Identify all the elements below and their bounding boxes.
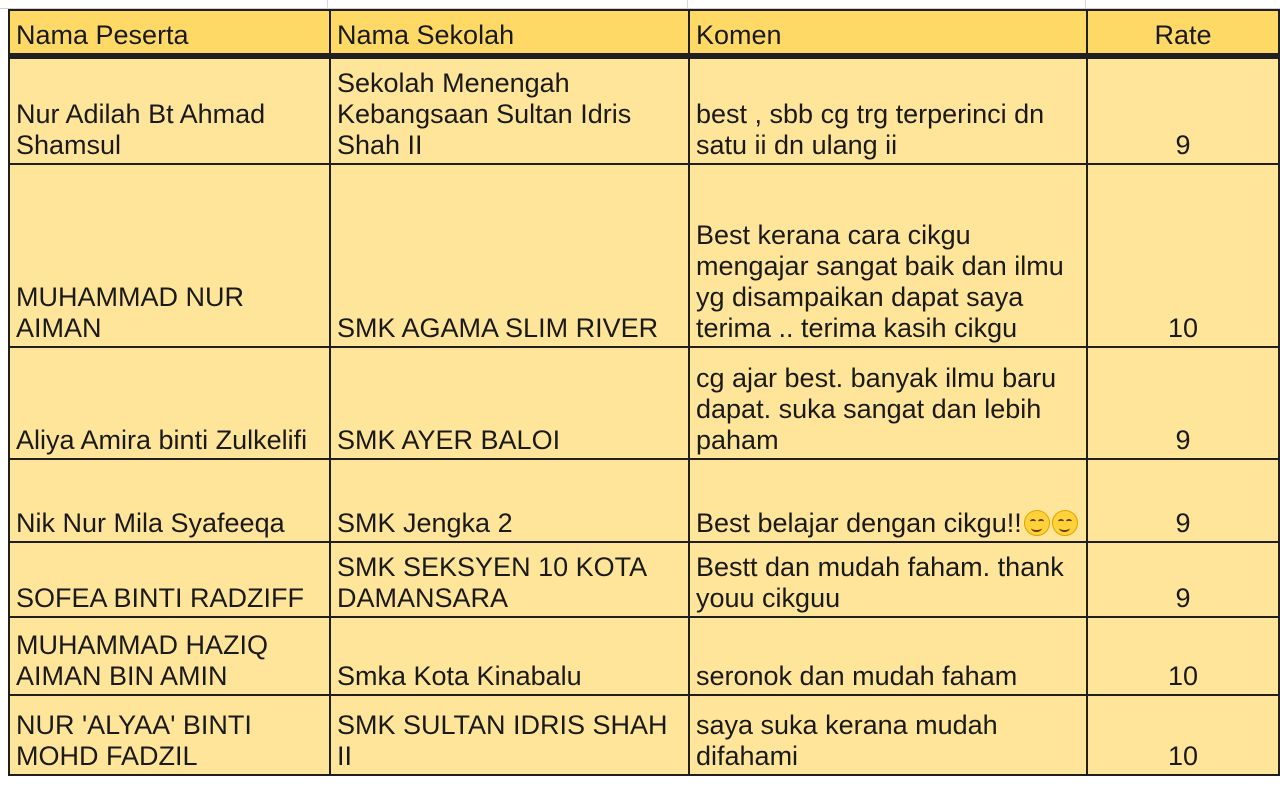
cell-name[interactable]: Nur Adilah Bt Ahmad Shamsul — [9, 56, 330, 164]
cell-name[interactable]: MUHAMMAD NUR AIMAN — [9, 164, 330, 347]
column-divider — [327, 0, 328, 8]
cell-comment[interactable]: saya suka kerana mudah difahami — [689, 695, 1087, 775]
cell-school[interactable]: SMK AGAMA SLIM RIVER — [330, 164, 689, 347]
feedback-table — [8, 9, 1280, 776]
cell-rate[interactable]: 10 — [1087, 695, 1279, 775]
table-row — [9, 695, 1279, 775]
cell-school[interactable]: Sekolah Menengah Kebangsaan Sultan Idris Shah II — [330, 56, 689, 164]
cell-rate[interactable]: 10 — [1087, 617, 1279, 695]
cell-rate[interactable]: 9 — [1087, 56, 1279, 164]
header-nama-peserta[interactable]: Nama Peserta — [9, 10, 330, 56]
smiling-face-icon — [1052, 510, 1078, 536]
smiling-face-icon — [1024, 510, 1050, 536]
cell-rate[interactable]: 9 — [1087, 347, 1279, 459]
cell-school[interactable]: SMK Jengka 2 — [330, 459, 689, 542]
table-row — [9, 56, 1279, 164]
cell-rate[interactable]: 10 — [1087, 164, 1279, 347]
cell-name[interactable]: SOFEA BINTI RADZIFF — [9, 542, 330, 617]
table-row — [9, 347, 1279, 459]
header-row — [9, 10, 1279, 56]
cell-school[interactable]: Smka Kota Kinabalu — [330, 617, 689, 695]
header-rate[interactable]: Rate — [1087, 10, 1279, 56]
table-row — [9, 459, 1279, 542]
cell-comment[interactable]: seronok dan mudah faham — [689, 617, 1087, 695]
cell-name[interactable]: Aliya Amira binti Zulkelifi — [9, 347, 330, 459]
cell-comment[interactable]: cg ajar best. banyak ilmu baru dapat. suka sangat dan lebih paham — [689, 347, 1087, 459]
cell-comment[interactable] — [689, 459, 1087, 542]
table-row — [9, 617, 1279, 695]
table-row — [9, 164, 1279, 347]
cell-name[interactable]: NUR 'ALYAA' BINTI MOHD FADZIL — [9, 695, 330, 775]
cell-rate[interactable]: 9 — [1087, 542, 1279, 617]
column-divider — [687, 0, 688, 8]
cell-comment[interactable]: Bestt dan mudah faham. thank youu cikguu — [689, 542, 1087, 617]
cell-school[interactable]: SMK SULTAN IDRIS SHAH II — [330, 695, 689, 775]
table-row — [9, 542, 1279, 617]
cell-name[interactable]: Nik Nur Mila Syafeeqa — [9, 459, 330, 542]
cell-comment[interactable]: Best kerana cara cikgu mengajar sangat baik dan ilmu yg disampaikan dapat saya terima .. terima kasih cikgu — [689, 164, 1087, 347]
header-komen[interactable]: Komen — [689, 10, 1087, 56]
cell-comment[interactable]: best , sbb cg trg terperinci dn satu ii dn ulang ii — [689, 56, 1087, 164]
column-divider — [1085, 0, 1086, 8]
cell-school[interactable]: SMK AYER BALOI — [330, 347, 689, 459]
cell-name[interactable]: MUHAMMAD HAZIQ AIMAN BIN AMIN — [9, 617, 330, 695]
column-header-strip — [0, 0, 1280, 9]
header-nama-sekolah[interactable]: Nama Sekolah — [330, 10, 689, 56]
cell-comment-text: Best belajar dengan cikgu!! — [696, 508, 1022, 538]
cell-school[interactable]: SMK SEKSYEN 10 KOTA DAMANSARA — [330, 542, 689, 617]
cell-rate[interactable]: 9 — [1087, 459, 1279, 542]
